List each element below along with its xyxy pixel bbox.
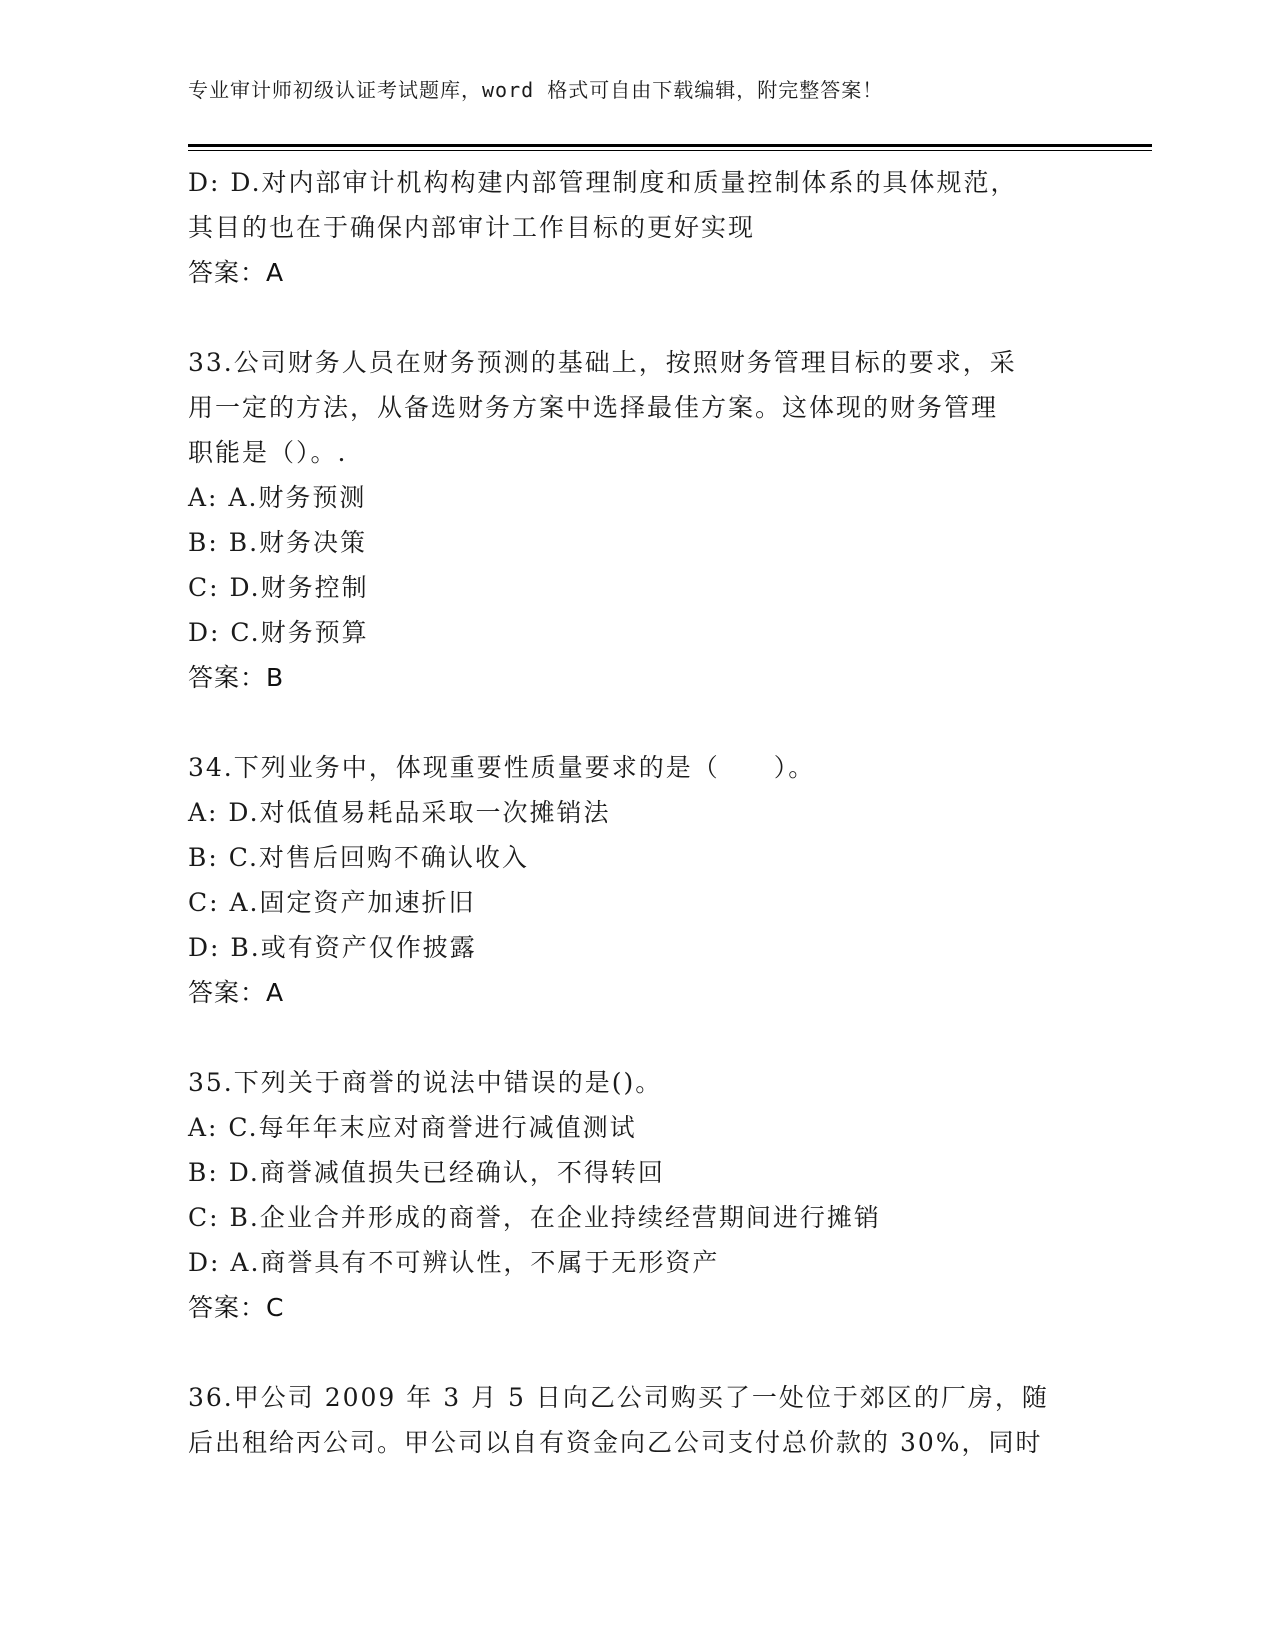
question-block-36 [188,1375,1088,1465]
block-spacer [188,1330,1088,1375]
question-block-34 [188,745,1088,1015]
answer-line: 答案：C [188,1293,285,1322]
block-spacer [188,700,1088,745]
question-text: 34.下列业务中，体现重要性质量要求的是（ ）。 [188,753,816,782]
page-header: 专业审计师初级认证考试题库，word 格式可自由下载编辑，附完整答案！ [188,78,884,102]
answer-line: 答案：A [188,978,285,1007]
option-b: B: D.商誉减值损失已经确认，不得转回 [188,1158,665,1187]
option-a: A: C.每年年末应对商誉进行减值测试 [188,1113,637,1142]
question-block-33 [188,340,1088,700]
question-content [188,160,1088,1465]
option-c: C: B.企业合并形成的商誉，在企业持续经营期间进行摊销 [188,1203,881,1232]
question-text: 后出租给丙公司。甲公司以自有资金向乙公司支付总价款的 30%，同时 [188,1428,1043,1457]
option-a: A: D.对低值易耗品采取一次摊销法 [188,798,611,827]
option-d: D: A.商誉具有不可辨认性，不属于无形资产 [188,1248,720,1277]
option-b: B: C.对售后回购不确认收入 [188,843,529,872]
question-block-35 [188,1060,1088,1330]
block-spacer [188,1015,1088,1060]
question-text: 35.下列关于商誉的说法中错误的是()。 [188,1068,663,1097]
question-text: 36.甲公司 2009 年 3 月 5 日向乙公司购买了一处位于郊区的厂房，随 [188,1383,1049,1412]
option-line: D: D.对内部审计机构构建内部管理制度和质量控制体系的具体规范， [188,168,1018,197]
option-b: B: B.财务决策 [188,528,368,557]
option-d: D: C.财务预算 [188,618,369,647]
question-text: 33.公司财务人员在财务预测的基础上，按照财务管理目标的要求，采 [188,348,1017,377]
question-text: 用一定的方法，从备选财务方案中选择最佳方案。这体现的财务管理 [188,393,999,422]
option-a: A: A.财务预测 [188,483,367,512]
block-spacer [188,295,1088,340]
question-block-32 [188,160,1088,295]
option-d: D: B.或有资产仅作披露 [188,933,477,962]
option-c: C: A.固定资产加速折旧 [188,888,476,917]
answer-line: 答案：A [188,258,285,287]
header-rule-thin [188,150,1152,151]
option-line: 其目的也在于确保内部审计工作目标的更好实现 [188,213,756,242]
question-text: 职能是（）。. [188,438,348,467]
answer-line: 答案：B [188,663,285,692]
option-c: C: D.财务控制 [188,573,369,602]
header-rule-thick [188,144,1152,147]
